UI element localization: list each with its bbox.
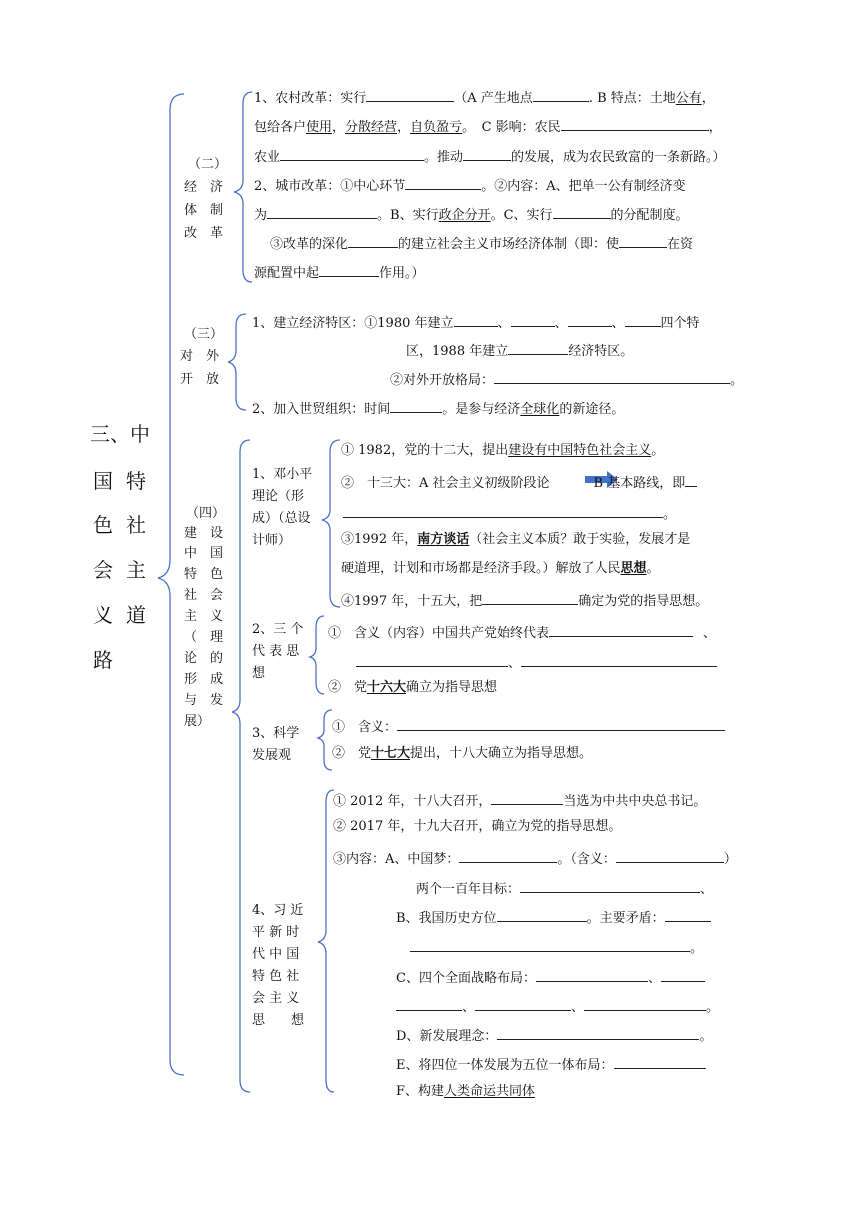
blank[interactable] <box>533 89 589 102</box>
text: F、构建 <box>396 1084 445 1099</box>
main-title-char: 会 <box>93 558 113 582</box>
deng-item-2 <box>341 474 697 490</box>
text: 经济特区。 <box>568 344 634 359</box>
text: ② 党 <box>328 680 368 695</box>
text: 区，1988 年建立 <box>406 344 509 359</box>
label-line: 展） <box>184 714 211 729</box>
blank[interactable] <box>319 264 379 277</box>
text: 。主要矛盾： <box>586 911 665 926</box>
text: 2、城市改革：①中心环节 <box>254 179 406 194</box>
text: 。 C 影响：农民 <box>462 120 561 135</box>
sec2-line-4 <box>254 177 686 193</box>
text: 的新途径。 <box>559 402 625 417</box>
main-title-char: 道 <box>126 603 146 627</box>
main-title-char: 色 <box>93 513 113 537</box>
text: 确立为指导思想 <box>406 680 498 695</box>
text: 。 <box>706 1000 720 1015</box>
text: ① 含义： <box>332 720 398 735</box>
text: 包给各户 <box>254 120 307 135</box>
label-line: 计师） <box>252 533 292 548</box>
text: ③1992 年， <box>341 532 418 547</box>
xi-item-4 <box>416 880 713 896</box>
label-line: 社 会 <box>184 588 224 603</box>
text: 。B、实行 <box>377 208 439 223</box>
text: ① 2012 年，十八大召开， <box>333 794 492 809</box>
text: 。 <box>690 941 704 956</box>
text: ， <box>708 120 722 135</box>
text: 、 <box>497 316 511 331</box>
label-line: 3、科学 <box>252 726 300 741</box>
text: ， <box>332 120 346 135</box>
sci-item-2 <box>332 747 592 760</box>
text: 提出，十八大确立为指导思想。 <box>410 746 593 761</box>
sec3-line-3 <box>390 371 743 387</box>
text: 使用 <box>306 120 333 135</box>
blank[interactable] <box>348 235 398 248</box>
xi-item-3 <box>333 850 737 866</box>
label-line: 经 济 <box>184 180 224 195</box>
text: ， <box>701 91 715 106</box>
three-item-1-cont <box>356 654 717 670</box>
label-line: 对 外 <box>180 349 220 364</box>
sec2-brace <box>234 92 252 282</box>
blank[interactable] <box>463 148 511 161</box>
text: 、 <box>700 882 714 897</box>
text: 。 <box>646 561 660 576</box>
text: 公有 <box>675 91 702 106</box>
xi-item-7 <box>396 969 705 985</box>
text: ， <box>397 120 411 135</box>
text: 建设有中国特色社会主义 <box>508 443 652 458</box>
sec4-brace <box>232 440 250 1092</box>
blank[interactable] <box>497 1027 699 1040</box>
text: 十七大 <box>371 746 411 761</box>
main-brace <box>158 94 184 1075</box>
label-line: 代 表 思 <box>252 644 300 659</box>
text: 1、农村改革：实行 <box>254 91 367 106</box>
deng-item-4 <box>341 592 708 608</box>
text: 思想 <box>620 561 647 576</box>
text: 源配置中起 <box>254 266 320 281</box>
text: 。 <box>663 507 677 522</box>
text: 在资 <box>667 237 694 252</box>
text: 十六大 <box>367 680 407 695</box>
sec2-line-2 <box>254 118 722 134</box>
label-line: 中 国 <box>184 546 224 561</box>
text: 自负盈亏 <box>410 120 463 135</box>
main-title-char: 三、中 <box>90 422 150 446</box>
label-line: （ 理 <box>184 630 224 645</box>
label-line: 形 成 <box>184 672 224 687</box>
sec2-line-5 <box>254 206 689 222</box>
text: 、 <box>508 656 522 671</box>
text: 分散经营 <box>345 120 398 135</box>
text: 四个特 <box>660 316 700 331</box>
blank[interactable] <box>625 314 661 327</box>
text: 全球化 <box>520 402 560 417</box>
text: 作用。） <box>379 266 425 281</box>
sec3-brace <box>228 314 246 410</box>
blank[interactable] <box>482 592 578 605</box>
text: （社会主义本质？敢于实验，发展才是 <box>469 532 691 547</box>
label-line: 代 中 国 <box>252 947 300 962</box>
text: ① 1982，党的十二大，提出 <box>341 443 509 458</box>
three-item-2 <box>328 681 497 694</box>
text: 、 <box>647 971 661 986</box>
sec3-line-2 <box>406 342 633 358</box>
blank[interactable] <box>491 792 563 805</box>
text: B、我国历史方位 <box>396 911 497 926</box>
main-title-char: 义 <box>93 603 113 627</box>
text: 的分配制度。 <box>610 208 689 223</box>
xi-item-9 <box>396 1027 712 1043</box>
blank[interactable] <box>685 474 697 487</box>
deng-brace <box>322 440 340 607</box>
label-line: （四） <box>186 506 226 521</box>
text: 人类命运共同体 <box>444 1084 536 1099</box>
label-line: 体 制 <box>184 203 224 218</box>
text: 政企分开 <box>438 208 491 223</box>
blank[interactable] <box>397 718 725 731</box>
text: 南方谈话 <box>417 532 470 547</box>
text: ③内容：A、中国梦： <box>333 852 460 867</box>
text: 。（含义： <box>557 852 616 867</box>
main-title-char: 国 <box>93 469 113 493</box>
text: 、 <box>554 316 568 331</box>
label-line: 2、三 个 <box>252 622 304 637</box>
blank[interactable] <box>267 206 377 219</box>
deng-item-3 <box>341 533 690 546</box>
text: 为 <box>254 208 268 223</box>
blank[interactable] <box>553 206 611 219</box>
sec2-line-1 <box>254 89 715 105</box>
blank[interactable] <box>494 371 730 384</box>
three-brace <box>310 616 324 694</box>
blank[interactable] <box>511 314 555 327</box>
blank[interactable] <box>568 314 612 327</box>
text: E、将四位一体发展为五位一体布局： <box>396 1058 614 1073</box>
text: . B 特点：土地 <box>588 91 676 106</box>
text: 。 <box>699 1029 713 1044</box>
text: 、 <box>611 316 625 331</box>
text: B 基本路线，即 <box>593 476 686 491</box>
text: 、 <box>462 1000 476 1015</box>
text: ② 2017 年，十九大召开，确立为党的指导思想。 <box>333 819 622 834</box>
blank[interactable] <box>475 998 571 1011</box>
text: 农业 <box>254 150 281 165</box>
text: C、四个全面战略布局： <box>396 971 536 986</box>
xi-item-8 <box>396 998 719 1014</box>
text: 。 <box>651 443 665 458</box>
text: 确定为党的指导思想。 <box>578 594 709 609</box>
blank[interactable] <box>396 998 462 1011</box>
blank[interactable] <box>390 400 442 413</box>
sec3-line-4 <box>252 400 624 416</box>
text: ② 党 <box>332 746 372 761</box>
xi-brace <box>318 790 334 1092</box>
blank[interactable] <box>614 1056 706 1069</box>
text: （A 产生地点 <box>454 91 533 106</box>
label-line: 成）（总设 <box>252 511 311 526</box>
blank[interactable] <box>343 505 663 518</box>
main-title-char: 特 <box>126 469 146 493</box>
blank[interactable] <box>520 880 700 893</box>
blank[interactable] <box>665 909 711 922</box>
blank[interactable] <box>584 998 706 1011</box>
label-line: 理论（形 <box>252 489 305 504</box>
label-line: 特 色 <box>184 567 224 582</box>
sci-item-1 <box>332 718 725 734</box>
text: 的建立社会主义市场经济体制（即：使 <box>398 237 620 252</box>
text: 。是参与经济 <box>442 402 521 417</box>
label-line: 特 色 社 <box>252 969 300 984</box>
sec2-line-6 <box>270 235 693 251</box>
text: ③改革的深化 <box>270 237 349 252</box>
blank[interactable] <box>356 654 508 667</box>
sec3-line-1 <box>252 314 700 330</box>
blank[interactable] <box>497 909 587 922</box>
text: ① 含义（内容）中国共产党始终代表 <box>328 626 550 641</box>
blank[interactable] <box>459 850 557 863</box>
text: 当选为中共中央总书记。 <box>563 794 707 809</box>
text: ②对外开放格局： <box>390 373 495 388</box>
blank[interactable] <box>508 342 568 355</box>
sec2-line-3 <box>254 148 726 164</box>
label-line: （二） <box>188 157 228 172</box>
text: 。C、实行 <box>490 208 553 223</box>
text: 2、加入世贸组织：时间 <box>252 402 391 417</box>
text: D、新发展理念： <box>396 1029 498 1044</box>
blank[interactable] <box>536 969 648 982</box>
blank[interactable] <box>619 235 667 248</box>
label-line: 与 发 <box>184 693 224 708</box>
xi-item-6 <box>410 939 703 955</box>
label-line: 建 设 <box>184 526 224 541</box>
blank[interactable] <box>410 939 690 952</box>
xi-item-11 <box>396 1085 535 1098</box>
label-line: 会 主 义 <box>252 991 300 1006</box>
blank[interactable] <box>561 118 709 131</box>
xi-item-5 <box>396 909 711 925</box>
blank[interactable] <box>366 89 454 102</box>
blank[interactable] <box>405 177 481 190</box>
deng-item-1 <box>341 444 664 457</box>
deng-item-2-cont <box>343 505 676 521</box>
label-line: 发展观 <box>252 748 292 763</box>
label-line: 4、习 近 <box>252 903 304 918</box>
blank[interactable] <box>616 850 724 863</box>
deng-item-3-cont <box>341 562 660 575</box>
xi-item-1 <box>333 792 706 808</box>
label-line: 思 想 <box>252 1013 305 1028</box>
three-item-1 <box>328 624 716 640</box>
text: ④1997 年，十五大，把 <box>341 594 483 609</box>
text: 1、建立经济特区：①1980 年建立 <box>252 316 454 331</box>
text: ② 十三大：A 社会主义初级阶段论 <box>341 476 550 491</box>
label-line: 1、邓小平 <box>252 467 313 482</box>
label-line: 主 义 <box>184 609 224 624</box>
label-line: 想 <box>252 666 266 681</box>
blank[interactable] <box>661 969 705 982</box>
sec2-line-7 <box>254 264 425 280</box>
sci-brace <box>318 710 332 770</box>
main-title-char: 主 <box>126 558 146 582</box>
text: 。 <box>730 373 744 388</box>
text: 硬道理，计划和市场都是经济手段。）解放了人民 <box>341 561 621 576</box>
text: ） <box>723 852 737 867</box>
blank[interactable] <box>454 314 498 327</box>
label-line: 改 革 <box>184 226 224 241</box>
text: 的发展，成为农民致富的一条新路。） <box>511 150 726 165</box>
label-line: （三） <box>184 327 224 342</box>
blank[interactable] <box>521 654 717 667</box>
blank[interactable] <box>280 148 424 161</box>
blank[interactable] <box>549 624 693 637</box>
xi-item-2 <box>333 820 621 833</box>
text: 。②内容：A、把单一公有制经济变 <box>481 179 686 194</box>
label-line: 论 的 <box>184 651 224 666</box>
text: 。推动 <box>424 150 464 165</box>
text: 、 <box>703 626 717 641</box>
main-title-char: 路 <box>93 648 113 672</box>
xi-item-10 <box>396 1056 706 1072</box>
main-title-char: 社 <box>126 513 146 537</box>
text: 两个一百年目标： <box>416 882 521 897</box>
label-line: 开 放 <box>180 372 220 387</box>
label-line: 平 新 时 <box>252 925 300 940</box>
text: 、 <box>571 1000 585 1015</box>
